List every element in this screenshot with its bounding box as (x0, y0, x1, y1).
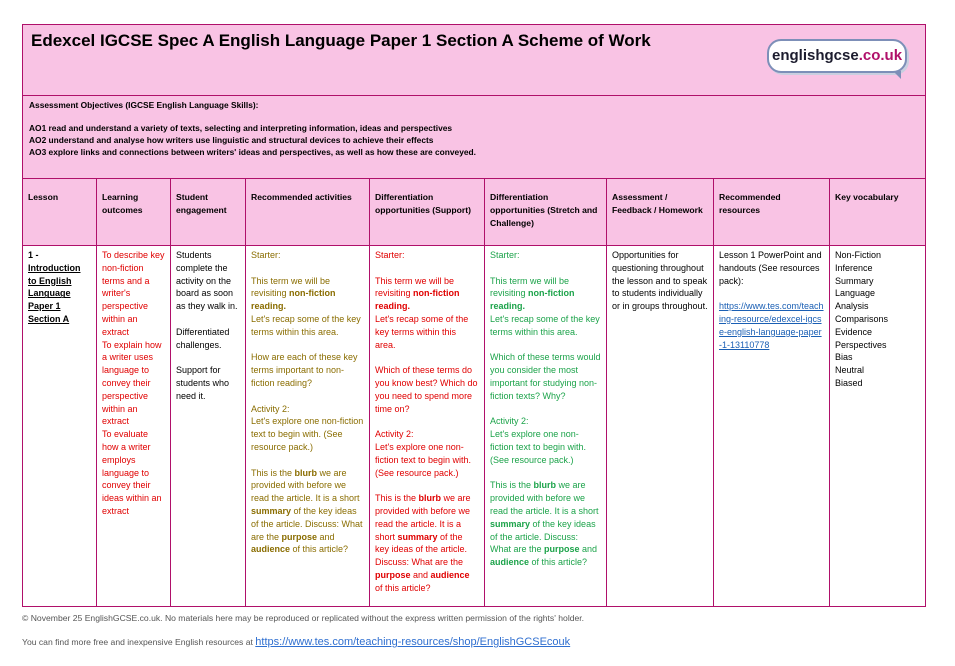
vocab-item: Non-Fiction (835, 250, 882, 260)
outcome-explain: To explain how a writer uses language to convey their perspective within an extract (102, 339, 162, 427)
scheme-of-work-sheet (22, 24, 925, 607)
resources-cell (714, 246, 829, 354)
stretch-activity2: Activity 2: (490, 416, 529, 427)
resources-text: Lesson 1 PowerPoint and handouts (See resources pack): (719, 250, 822, 286)
outcome-describe: To describe key non-fiction terms and a writer's perspective within an extract (102, 250, 165, 337)
copyright-footer: © November 25 EnglishGCSE.co.uk. No materials here may be reproduced or replicated without the express written permission of the rights' holder. (22, 613, 585, 623)
vocab-item: Perspectives (835, 339, 887, 350)
vocabulary-cell (830, 246, 925, 393)
ao1-text: AO1 read and understand a variety of texts, selecting and interpreting information, ideas and perspectives (29, 123, 453, 133)
logo-suffix: .co.uk (858, 47, 903, 64)
vocab-item: Bias (835, 352, 853, 363)
lesson-number: 1 - (28, 250, 39, 260)
stretch-blurb: This is the blurb we are provided with before we read the article. It is a short summary of the key ideas of the article. Discuss: What are the purpose and audience of this article? (490, 480, 599, 568)
support-activity2: Activity 2: (375, 429, 414, 440)
engagement-differentiated: Differentiated challenges. (176, 326, 230, 350)
vocab-item: Inference (835, 262, 873, 273)
lesson-title: Introduction to English Language Paper 1 Section A (28, 262, 81, 324)
header-differentiation-stretch: Differentiation opportunities (Stretch and Challenge) (490, 192, 598, 228)
support-intro: This term we will be revisiting non-fiction reading. (375, 275, 460, 312)
header-lesson: Lesson (28, 192, 59, 202)
header-assessment: Assessment / Feedback / Homework (612, 192, 703, 215)
ao2-text: AO2 understand and analyse how writers use linguistic and structural devices to achieve their effects (29, 135, 434, 145)
stretch-question: Which of these terms would you consider the most important for studying non-fiction texts? Why? (490, 352, 601, 401)
activities-intro: This term we will be revisiting non-fiction reading. (251, 275, 336, 312)
support-recap: Let's recap some of the key terms within this area. (375, 313, 469, 350)
engagement-support: Support for students who need it. (176, 365, 230, 401)
document-title: Edexcel IGCSE Spec A English Language Paper 1 Section A Scheme of Work (31, 31, 651, 50)
stretch-cell (485, 246, 606, 572)
support-explore: Let's explore one non-fiction text to begin with. (See resource pack.) (375, 441, 472, 478)
vocab-item: Evidence (835, 326, 873, 337)
assessment-text: Opportunities for questioning throughout the lesson and to speak to students individually or in groups throughout. (612, 250, 708, 312)
assessment-objectives (23, 96, 926, 179)
assessment-cell (607, 246, 713, 316)
activities-blurb: This is the blurb we are provided with before we read the article. It is a short summary of the key ideas of the article. Discuss: What are the purpose and audience of this article? (251, 467, 363, 555)
lesson-cell (23, 246, 96, 329)
vocab-item: Summary (835, 275, 874, 286)
activities-question: How are each of these key terms important to non-fiction reading? (251, 352, 358, 388)
scheme-table (22, 24, 926, 607)
support-question: Which of these terms do you know best? Which do you need to spend more time on? (375, 365, 478, 414)
stretch-starter: Starter: (490, 250, 520, 260)
logo-main: englishgcse (771, 47, 859, 64)
stretch-intro: This term we will be revisiting non-fiction reading. (490, 275, 575, 312)
header-differentiation-support: Differentiation opportunities (Support) (375, 192, 471, 215)
stretch-recap: Let's recap some of the key terms within this area. (490, 313, 600, 337)
lesson-row (23, 246, 926, 607)
header-key-vocabulary: Key vocabulary (835, 192, 899, 202)
engagement-activity: Students complete the activity on the board as soon as they walk in. (176, 250, 238, 312)
support-starter: Starter: (375, 250, 405, 260)
learning-outcomes-cell (97, 246, 170, 521)
engagement-cell (171, 246, 245, 406)
support-blurb: This is the blurb we are provided with before we read the article. It is a short summary of the key ideas of the article. Discuss: What are the purpose and audience of this article? (375, 493, 471, 593)
vocab-item: Biased (835, 377, 863, 388)
vocab-item: Language (835, 288, 876, 299)
header-row (23, 179, 926, 246)
vocab-item: Neutral (835, 365, 865, 376)
activities-starter: Starter: (251, 250, 281, 260)
logo-speech-tail (893, 71, 901, 79)
resources-footer (22, 636, 570, 648)
header-learning-outcomes: Learning outcomes (102, 192, 143, 215)
activities-recap: Let's recap some of the key terms within this area. (251, 313, 361, 337)
outcome-evaluate: To evaluate how a writer employs language to convey their ideas within an extract (102, 429, 162, 516)
activities-cell (246, 246, 369, 559)
vocab-item: Comparisons (835, 313, 889, 324)
vocab-item: Analysis (835, 301, 869, 312)
ao3-text: AO3 explore links and connections between writers' ideas and perspectives, as well as how these are conveyed. (29, 147, 476, 157)
shop-link[interactable]: https://www.tes.com/teaching-resources/shop/EnglishGCSEcouk (255, 636, 571, 648)
stretch-explore: Let's explore one non-fiction text to begin with. (See resource pack.) (490, 429, 587, 465)
title-row (23, 25, 926, 96)
support-cell (370, 246, 484, 598)
activities-activity2: Activity 2: (251, 403, 290, 414)
activities-explore: Let's explore one non-fiction text to begin with. (See resource pack.) (251, 416, 364, 452)
resources-link[interactable]: https://www.tes.com/teaching-resource/edexcel-igcse-english-language-paper-1-13110778 (719, 301, 824, 350)
resources-footer-text: You can find more free and inexpensive English resources at (22, 637, 256, 647)
header-student-engagement: Student engagement (176, 192, 227, 215)
englishgcse-logo (767, 39, 907, 73)
header-recommended-resources: Recommended resources (719, 192, 781, 215)
header-recommended-activities: Recommended activities (251, 192, 352, 202)
objectives-heading: Assessment Objectives (IGCSE English Language Skills): (29, 100, 259, 110)
